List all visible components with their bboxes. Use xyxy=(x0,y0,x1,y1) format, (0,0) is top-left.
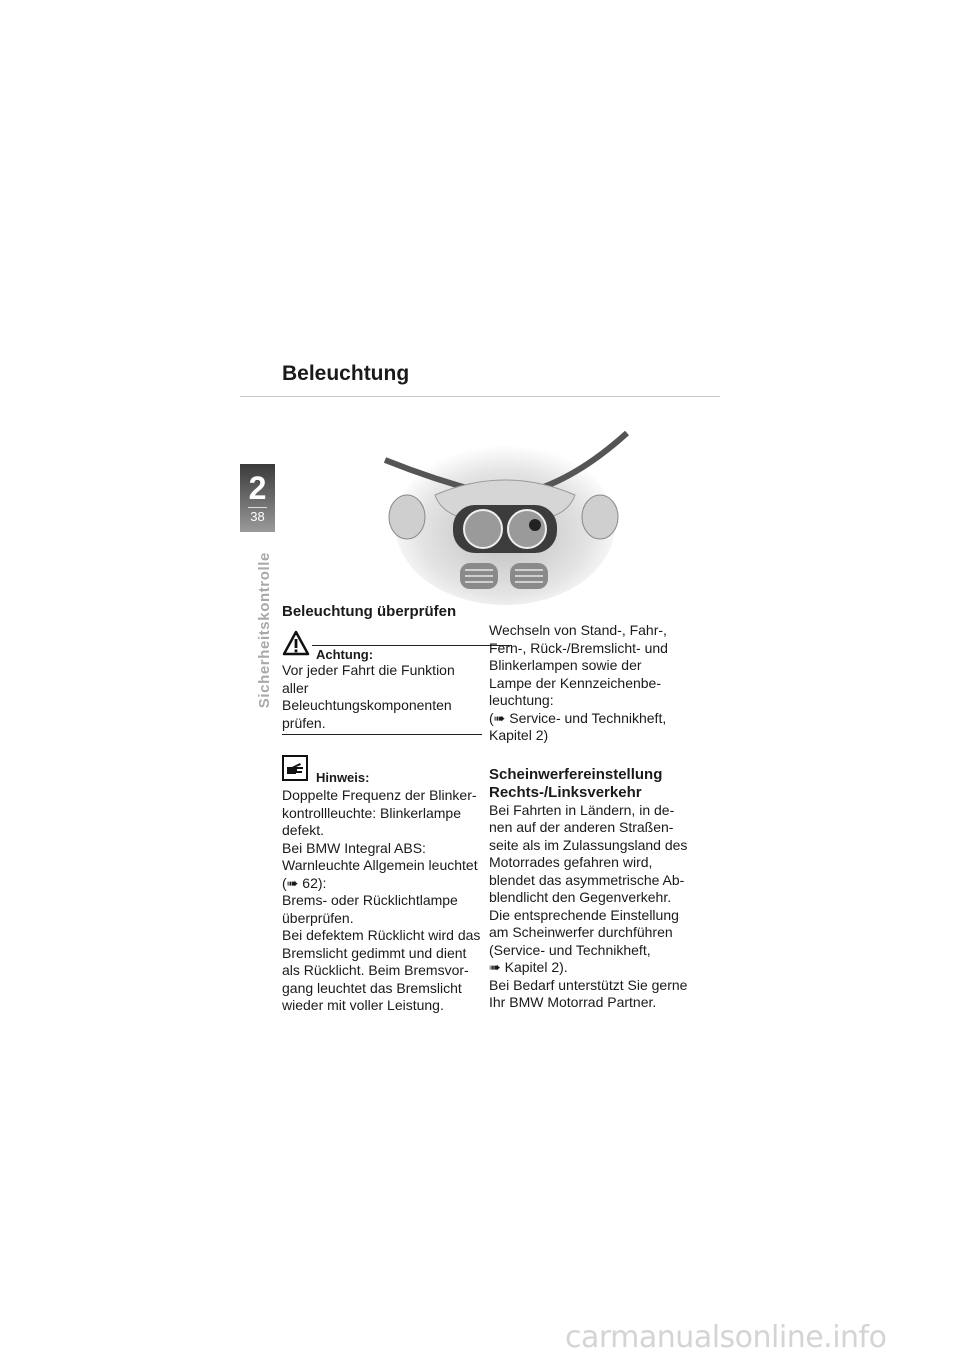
note-line: Bei BMW Integral ABS: xyxy=(282,839,426,856)
warning-line: prüfen. xyxy=(282,714,326,731)
body-line: blendet das asymmetrische Ab- xyxy=(489,871,685,888)
note-line: Bremslicht gedimmt und dient xyxy=(282,944,467,961)
chapter-number: 2 xyxy=(248,470,267,506)
body-line: blendlicht den Gegenverkehr. xyxy=(489,889,672,905)
warning-label: Achtung: xyxy=(316,647,374,662)
right-headlight-lens xyxy=(508,510,546,548)
note-line: (➠ 62): xyxy=(282,874,327,891)
intro-line: Kapitel 2) xyxy=(489,727,549,743)
body-line: Bei Fahrten in Ländern, in de- xyxy=(489,801,675,818)
warning-line: Vor jeder Fahrt die Funktion aller xyxy=(282,662,455,696)
note-line: gang leuchtet das Bremslicht xyxy=(282,979,462,996)
body-line: am Scheinwerfer durchführen xyxy=(489,924,673,940)
right-mirror-shape xyxy=(582,495,618,539)
motorcycle-headlight-illustration xyxy=(365,425,645,605)
note-line: als Rücklicht. Beim Bremsvor- xyxy=(282,962,469,978)
note-line: wieder mit voller Leistung. xyxy=(282,997,444,1013)
hint-hand-icon xyxy=(282,755,308,781)
chapter-divider xyxy=(248,507,267,508)
note-line: Warnleuchte Allgemein leuchtet xyxy=(282,857,478,873)
title-divider xyxy=(240,396,720,397)
body-line: (Service- und Technikheft, xyxy=(489,941,651,958)
note-line: überprüfen. xyxy=(282,909,354,926)
intro-line: (➠ Service- und Technikheft, xyxy=(489,709,667,726)
intro-line: Lampe der Kennzeichenbe- xyxy=(489,674,662,691)
body-line: seite als im Zulassungsland des xyxy=(489,836,688,853)
section-heading-lighting-check: Beleuchtung überprüfen xyxy=(282,603,457,620)
intro-line: leuchtung: xyxy=(489,692,554,708)
warning-line: Beleuchtungskomponenten xyxy=(282,697,452,713)
lamp-center xyxy=(529,519,541,531)
left-column xyxy=(282,603,482,1015)
body-line: ➠ Kapitel 2). xyxy=(489,959,568,975)
right-column xyxy=(489,622,699,1012)
body-line: nen auf der anderen Straßen- xyxy=(489,819,674,835)
body-line: Motorrades gefahren wird, xyxy=(489,854,653,870)
intro-line: Blinkerlampen sowie der xyxy=(489,657,642,673)
section-heading-headlight-adjust: Rechts-/Linksverkehr xyxy=(489,783,642,801)
body-line: Die entsprechende Einstellung xyxy=(489,906,679,923)
note-line: defekt. xyxy=(282,822,325,838)
note-line: Brems- oder Rücklichtlampe xyxy=(282,892,458,908)
body-line: Bei Bedarf unterstützt Sie gerne xyxy=(489,976,688,993)
intro-line: Fern-, Rück-/Bremslicht- und xyxy=(489,639,668,656)
section-heading-headlight-adjust: Scheinwerfereinstellung xyxy=(489,765,663,783)
note-line: Doppelte Frequenz der Blinker- xyxy=(282,787,477,803)
page-title: Beleuchtung xyxy=(282,362,410,385)
intro-line: Wechseln von Stand-, Fahr-, xyxy=(489,622,667,638)
left-mirror-shape xyxy=(389,495,425,539)
watermark: carmanualsonline.info xyxy=(565,1320,887,1355)
note-line: kontrollleuchte: Blinkerlampe xyxy=(282,804,461,821)
body-line: Ihr BMW Motorrad Partner. xyxy=(489,994,657,1010)
section-label: Sicherheitskontrolle xyxy=(256,552,273,709)
page-number: 38 xyxy=(250,509,265,524)
left-headlight-lens xyxy=(464,510,502,548)
note-label: Hinweis: xyxy=(316,770,370,785)
warning-triangle-icon xyxy=(282,630,310,656)
note-line: Bei defektem Rücklicht wird das xyxy=(282,927,481,943)
